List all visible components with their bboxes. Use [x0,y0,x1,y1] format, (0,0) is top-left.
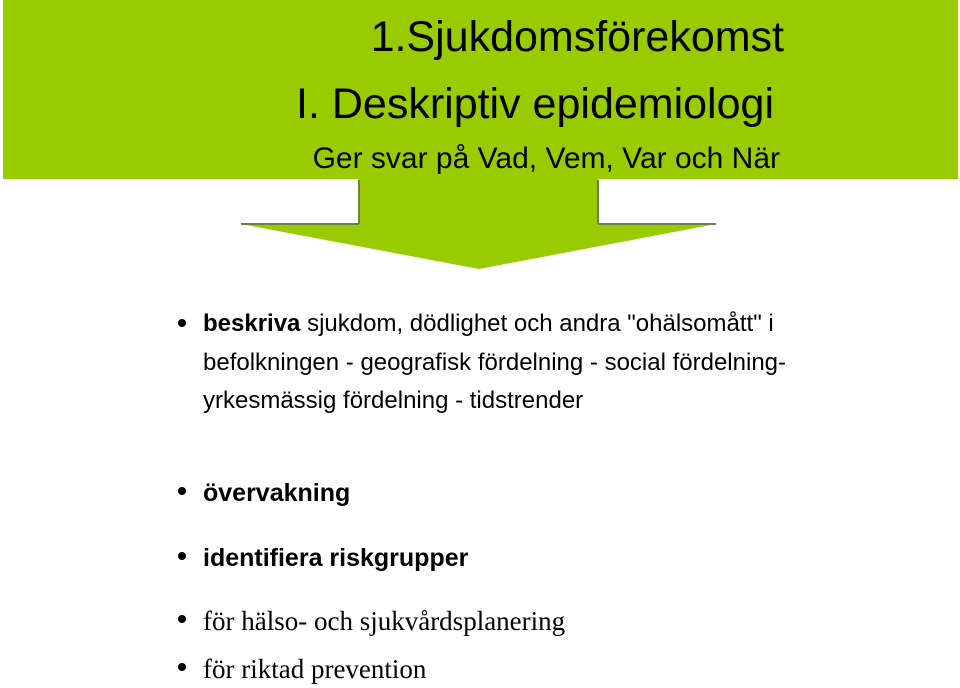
list-item-text: för hälso- och sjukvårdsplanering [203,606,566,636]
list-item-text: övervakning [203,479,351,507]
bullet-dot-icon [178,552,186,560]
list-item-lead: beskriva [203,310,301,337]
banner-tagline: Ger svar på Vad, Vem, Var och När [312,142,780,175]
list-item-body: sjukdom, dödlighet och andra "ohälsomått" i befolkningen - geografisk fördelning - social fördelning- yrkesmässig fördelning - tidstrender [203,310,787,414]
list-item [178,650,878,688]
list-item [178,305,878,421]
bullet-dot-icon [178,663,186,671]
slide-title: 1.Sjukdomsförekomst [370,13,784,61]
slide-subtitle-heading: I. Deskriptiv epidemiologi [296,80,774,128]
bullet-dot-icon [178,615,186,623]
list-item [178,602,878,640]
bullet-dot-icon [178,487,186,495]
list-item-text: identifiera riskgrupper [203,544,469,572]
bullet-dot-icon [178,319,186,327]
list-item [178,474,878,512]
list-item [178,539,878,577]
list-item-text: för riktad prevention [203,654,427,684]
list-item-text [203,305,878,421]
